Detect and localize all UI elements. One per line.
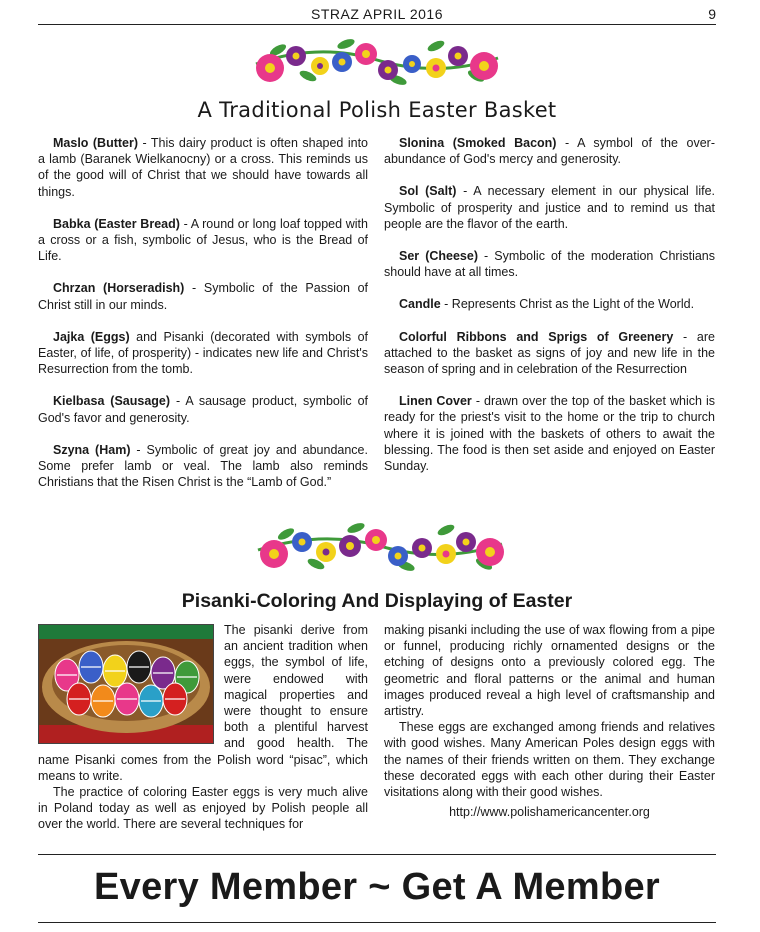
basket-item-text: - A sausage product, symbolic of God's favor and generosity. bbox=[38, 394, 368, 425]
flower-garland-icon bbox=[248, 28, 506, 94]
basket-item bbox=[38, 216, 368, 265]
basket-item bbox=[38, 135, 368, 200]
basket-item-text: - Symbolic of the Passion of Christ still in our minds. bbox=[38, 281, 369, 312]
pisanki-paragraph: The practice of coloring Easter eggs is very much alive in Poland today as well as enjoyed by Polish people all over the world. There are several techniques for bbox=[38, 785, 368, 832]
basket-item-term: Chrzan (Horseradish) bbox=[53, 281, 185, 296]
basket-item bbox=[38, 393, 368, 425]
article2-right-column bbox=[384, 622, 715, 820]
basket-item-text: - Symbolic of great joy and abundance. Some prefer lamb or veal. The lamb also reminds Christians that the Risen Christ is the “Lamb of God.” bbox=[38, 442, 368, 490]
basket-item bbox=[38, 280, 368, 312]
article-title-pisanki: Pisanki-Coloring And Displaying of Easter bbox=[181, 590, 573, 612]
divider-top bbox=[38, 854, 716, 855]
basket-item-term: Slonina (Smoked Bacon) bbox=[399, 136, 557, 150]
source-url: http://www.polishamericancenter.org bbox=[449, 805, 650, 820]
page-header bbox=[38, 4, 716, 25]
pisanki-eggs-photo bbox=[38, 624, 214, 744]
flower-garland-top bbox=[248, 28, 506, 94]
basket-item-text: and Pisanki (decorated with symbols of Easter, of life, of prosperity) - indicates new life and Christ's Resurrection from the tomb. bbox=[38, 329, 368, 377]
basket-item-term: Sol (Salt) bbox=[399, 184, 457, 199]
basket-item-term: Linen Cover bbox=[399, 394, 472, 409]
basket-item-term: Candle bbox=[399, 297, 441, 312]
basket-item-text: - Symbolic of the moderation Christians should have at all times. bbox=[384, 249, 715, 280]
basket-item-text: - A necessary element in our physical life. Symbolic of prosperity and justice and to remind us that people are the flavor of the earth. bbox=[384, 184, 715, 231]
basket-item-term: Kielbasa (Sausage) bbox=[53, 394, 171, 409]
basket-item-term: Colorful Ribbons and Sprigs of Greenery bbox=[399, 329, 674, 344]
flower-garland-icon bbox=[252, 512, 508, 580]
basket-item-term: Szyna (Ham) bbox=[53, 442, 131, 457]
pisanki-paragraph: The pisanki derive from an ancient tradition when eggs, the symbol of life, were endowed with magical properties and were thought to ensure both a plentiful harvest and good health. The name Pisanki comes from the Polish word “pisac”, which means to write. bbox=[38, 623, 368, 783]
basket-item-term: Babka (Easter Bread) bbox=[53, 216, 180, 231]
easter-eggs-basket-icon bbox=[39, 625, 213, 743]
article1-right-column bbox=[384, 135, 715, 490]
flower-garland-middle bbox=[252, 512, 508, 580]
basket-item bbox=[38, 329, 368, 378]
basket-item-text: - A symbol of the over-abundance of God's mercy and generosity. bbox=[384, 136, 715, 167]
basket-item bbox=[384, 248, 715, 280]
article1-left-column bbox=[38, 135, 368, 506]
article-title-easter-basket: A Traditional Polish Easter Basket bbox=[197, 98, 557, 122]
basket-item bbox=[384, 135, 715, 167]
basket-item-term: Maslo (Butter) bbox=[53, 136, 139, 150]
basket-item bbox=[384, 296, 715, 312]
basket-item bbox=[384, 329, 715, 378]
masthead: STRAZ APRIL 2016 bbox=[311, 6, 443, 22]
page-number: 9 bbox=[708, 6, 716, 22]
pisanki-paragraph: making pisanki including the use of wax flowing from a pipe or funnel, producing richly ornamented designs or the etching of designs onto a previously colored egg. The geometric and floral patterns or the animal and human images produced reveal a high level of craftsmanship and artistry. bbox=[384, 623, 715, 719]
basket-item-text: - drawn over the top of the basket which is ready for the priest's visit to the home or the trip to church where it is joined with the baskets of others to await the blessing. The food is then set aside and enjoyed on Easter Sunday. bbox=[384, 394, 715, 474]
basket-item bbox=[384, 393, 715, 474]
membership-slogan: Every Member ~ Get A Member bbox=[93, 866, 660, 908]
article2-left-column bbox=[38, 622, 368, 833]
basket-item-text: - This dairy product is often shaped into a lamb (Baranek Wielkanocny) or a cross. This reminds us of the good will of Christ that we should have towards all things. bbox=[38, 136, 368, 199]
basket-item-term: Ser (Cheese) bbox=[399, 249, 478, 264]
basket-item-text: - are attached to the basket as signs of joy and new life in the season of spring and in celebration of the Resurrection bbox=[384, 329, 715, 377]
basket-item bbox=[38, 442, 368, 491]
divider-bottom bbox=[38, 922, 716, 923]
basket-item bbox=[384, 183, 715, 232]
basket-item-term: Jajka (Eggs) bbox=[53, 329, 130, 344]
basket-item-text: - Represents Christ as the Light of the World. bbox=[440, 297, 695, 312]
pisanki-paragraph: These eggs are exchanged among friends and relatives with good wishes. Many American Poles design eggs with the names of their friends written on them. They exchange these decorated eggs with each other during their Easter visitations along with their good wishes. bbox=[384, 720, 715, 800]
basket-item-text: - A round or long loaf topped with a cross or a fish, symbolic of Jesus, who is the Bread of Life. bbox=[38, 216, 368, 264]
